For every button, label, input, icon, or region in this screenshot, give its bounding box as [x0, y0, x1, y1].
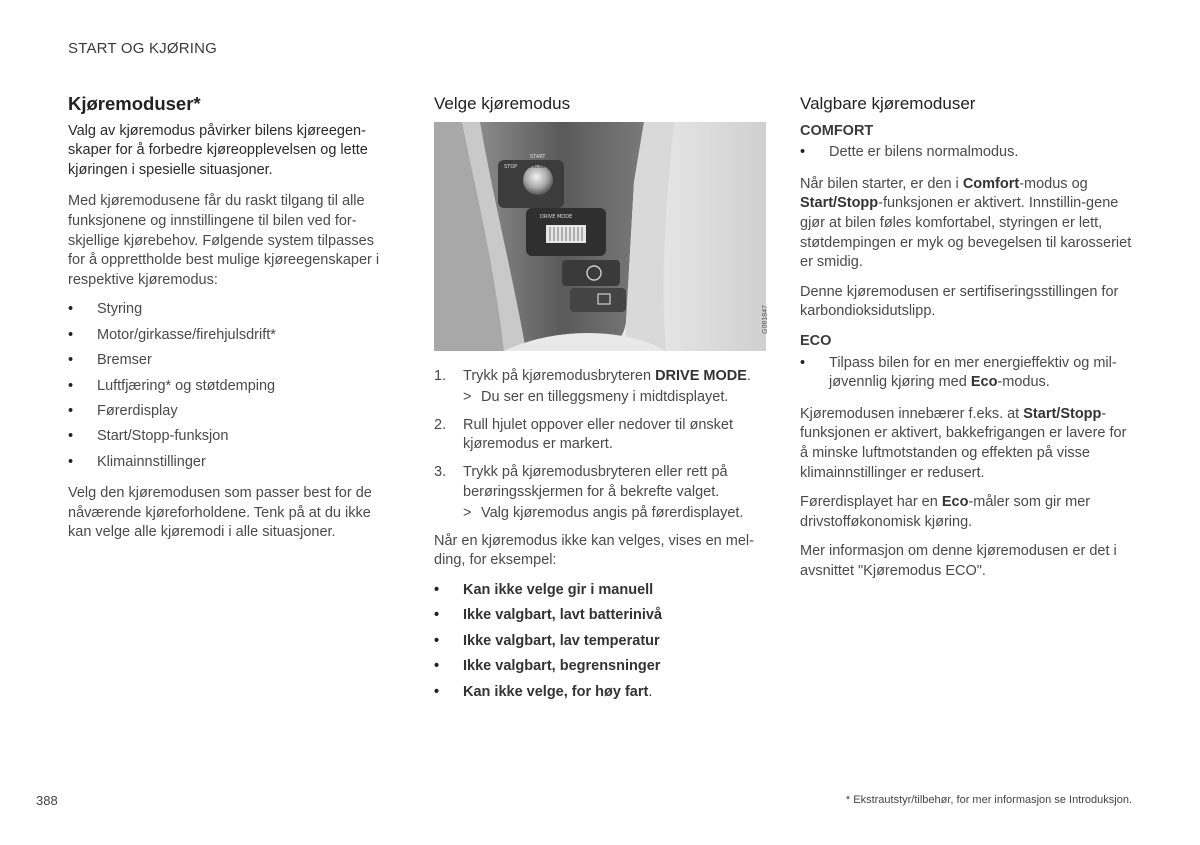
engine-label: ENGINE — [530, 163, 546, 169]
mode-heading-comfort: COMFORT — [800, 122, 874, 139]
text-run: -måler som gir mer drivstofføkonomisk kjøring. — [800, 494, 1091, 530]
drive-mode-console-image — [434, 122, 769, 351]
step-text: Trykk på kjøremodusbryteren — [463, 367, 656, 384]
eco-list — [800, 354, 1135, 393]
column-select-mode — [434, 92, 769, 714]
step-1 — [434, 367, 766, 408]
text-run: -funksjonen er aktivert, bakkefrigangen er lavere for å minske luftmotstanden og effekten på visse klimainnstillinger er redusert. — [800, 405, 1127, 481]
result-text: Valg kjøremodus angis på førerdisplayet. — [481, 505, 744, 522]
column-available-modes — [800, 92, 1135, 591]
stop-label: STOP — [504, 163, 518, 170]
comfort-paragraph — [800, 175, 1135, 273]
section-header: START OG KJØRING — [68, 40, 218, 57]
list-item: • Motor/girkasse/firehjulsdrift* — [68, 326, 390, 346]
mode-name: Eco — [941, 494, 969, 511]
step-punctuation: . — [746, 367, 751, 384]
text-run: -funksjonen er aktivert. Innstillin-gene gjør at bilen føles komfortabel, styringen er lett, støtdempingen er myk og bevegelsen til karosseriet er smidig. — [800, 195, 1132, 271]
eco-more-info-paragraph: Mer informasjon om denne kjøremodusen er det i avsnittet "Kjøremodus ECO". — [800, 543, 1117, 579]
list-item: • Klimainnstillinger — [68, 453, 390, 473]
comfort-list — [800, 143, 1135, 163]
list-item: • Luftfjæring* og støtdemping — [68, 377, 390, 397]
page-title: Kjøremoduser* — [68, 93, 201, 114]
message-punctuation: . — [648, 683, 653, 700]
eco-paragraph — [800, 405, 1135, 483]
steps-list — [434, 367, 766, 524]
step-3 — [434, 463, 766, 524]
function-name: Start/Stopp — [1023, 405, 1102, 422]
function-name: Start/Stopp — [800, 195, 879, 212]
list-item — [800, 354, 1135, 393]
list-item: • Kan ikke velge gir i manuell — [434, 581, 766, 601]
eco-gauge-paragraph — [800, 493, 1135, 532]
step-result — [463, 504, 766, 524]
comfort-certification-paragraph: Denne kjøremodusen er sertifiseringsstillingen for karbondioksidutslipp. — [800, 283, 1119, 320]
step-number: 1. — [434, 367, 447, 384]
lead-paragraph: Valg av kjøremodus påvirker bilens kjøreegen-skaper for å forbedre kjøreopplevelsen og lette kjøringen i spesielle situasjoner. — [68, 122, 368, 178]
mode-name: Eco — [970, 374, 998, 391]
step-result — [463, 388, 766, 408]
intro-paragraph: Med kjøremodusene får du raskt tilgang til alle funksjonene og innstillingene til bilen ved for-skjellige kjørebehov. Følgende system tilpasses for å opprettholde best mulige kjøreegenskaper i respektive kjøremodus: — [68, 193, 380, 288]
console-illustration — [434, 122, 766, 351]
section-heading-select: Velge kjøremodus — [434, 94, 571, 113]
closing-paragraph: Velg den kjøremodusen som passer best for de nåværende kjøreforholdene. Tenk på at du ikke kan velge alle kjøremodi i alle situasjoner. — [68, 485, 372, 541]
messages-list — [434, 581, 766, 702]
start-label: START — [530, 153, 546, 160]
step-2 — [434, 416, 766, 455]
text-run: Førerdisplayet har en — [800, 494, 942, 511]
footnote: * Ekstrautstyr/tilbehør, for mer informasjon se Introduksjon. — [845, 794, 1132, 806]
systems-list — [68, 300, 390, 472]
step-text: Rull hjulet oppover eller nedover til ønsket kjøremodus er markert. — [463, 416, 733, 453]
text-run: Kjøremodusen innebærer f.eks. at — [800, 405, 1024, 422]
drive-mode-label: DRIVE MODE — [540, 213, 573, 220]
list-item: • Førerdisplay — [68, 402, 390, 422]
step-text: Trykk på kjøremodusbryteren eller rett på berøringsskjermen for å bekrefte valget. — [463, 463, 728, 500]
text-run: Når bilen starter, er den i — [800, 175, 963, 192]
column-driving-modes — [68, 92, 390, 553]
list-item: • Styring — [68, 300, 390, 320]
list-item: • Dette er bilens normalmodus. — [800, 143, 1135, 163]
text-run: -modus og — [1019, 175, 1088, 192]
list-item: • Ikke valgbart, lavt batterinivå — [434, 606, 766, 626]
image-code: G061847 — [762, 304, 769, 334]
list-item: • Ikke valgbart, lav temperatur — [434, 632, 766, 652]
mode-name: Comfort — [962, 175, 1020, 192]
message-text: Kan ikke velge, for høy fart — [463, 683, 649, 700]
result-marker: > — [463, 505, 472, 522]
result-text: Du ser en tilleggsmeny i midtdisplayet. — [481, 389, 729, 406]
note-paragraph: Når en kjøremodus ikke kan velges, vises en mel-ding, for eksempel: — [434, 532, 754, 569]
list-item: • Ikke valgbart, begrensninger — [434, 657, 766, 677]
page-number: 388 — [36, 793, 58, 808]
section-heading-available: Valgbare kjøremoduser — [800, 94, 976, 113]
list-item: • Bremser — [68, 351, 390, 371]
text-run: -modus. — [997, 374, 1050, 391]
mode-heading-eco: ECO — [800, 332, 832, 349]
result-marker: > — [463, 389, 472, 406]
list-item: • Start/Stopp-funksjon — [68, 427, 390, 447]
list-item — [434, 683, 766, 703]
drive-mode-name: DRIVE MODE — [655, 367, 747, 384]
step-number: 3. — [434, 463, 447, 480]
step-number: 2. — [434, 416, 447, 433]
text-run: Tilpass bilen for en mer energieffektiv og mil-jøvennlig kjøring med — [829, 354, 1117, 391]
